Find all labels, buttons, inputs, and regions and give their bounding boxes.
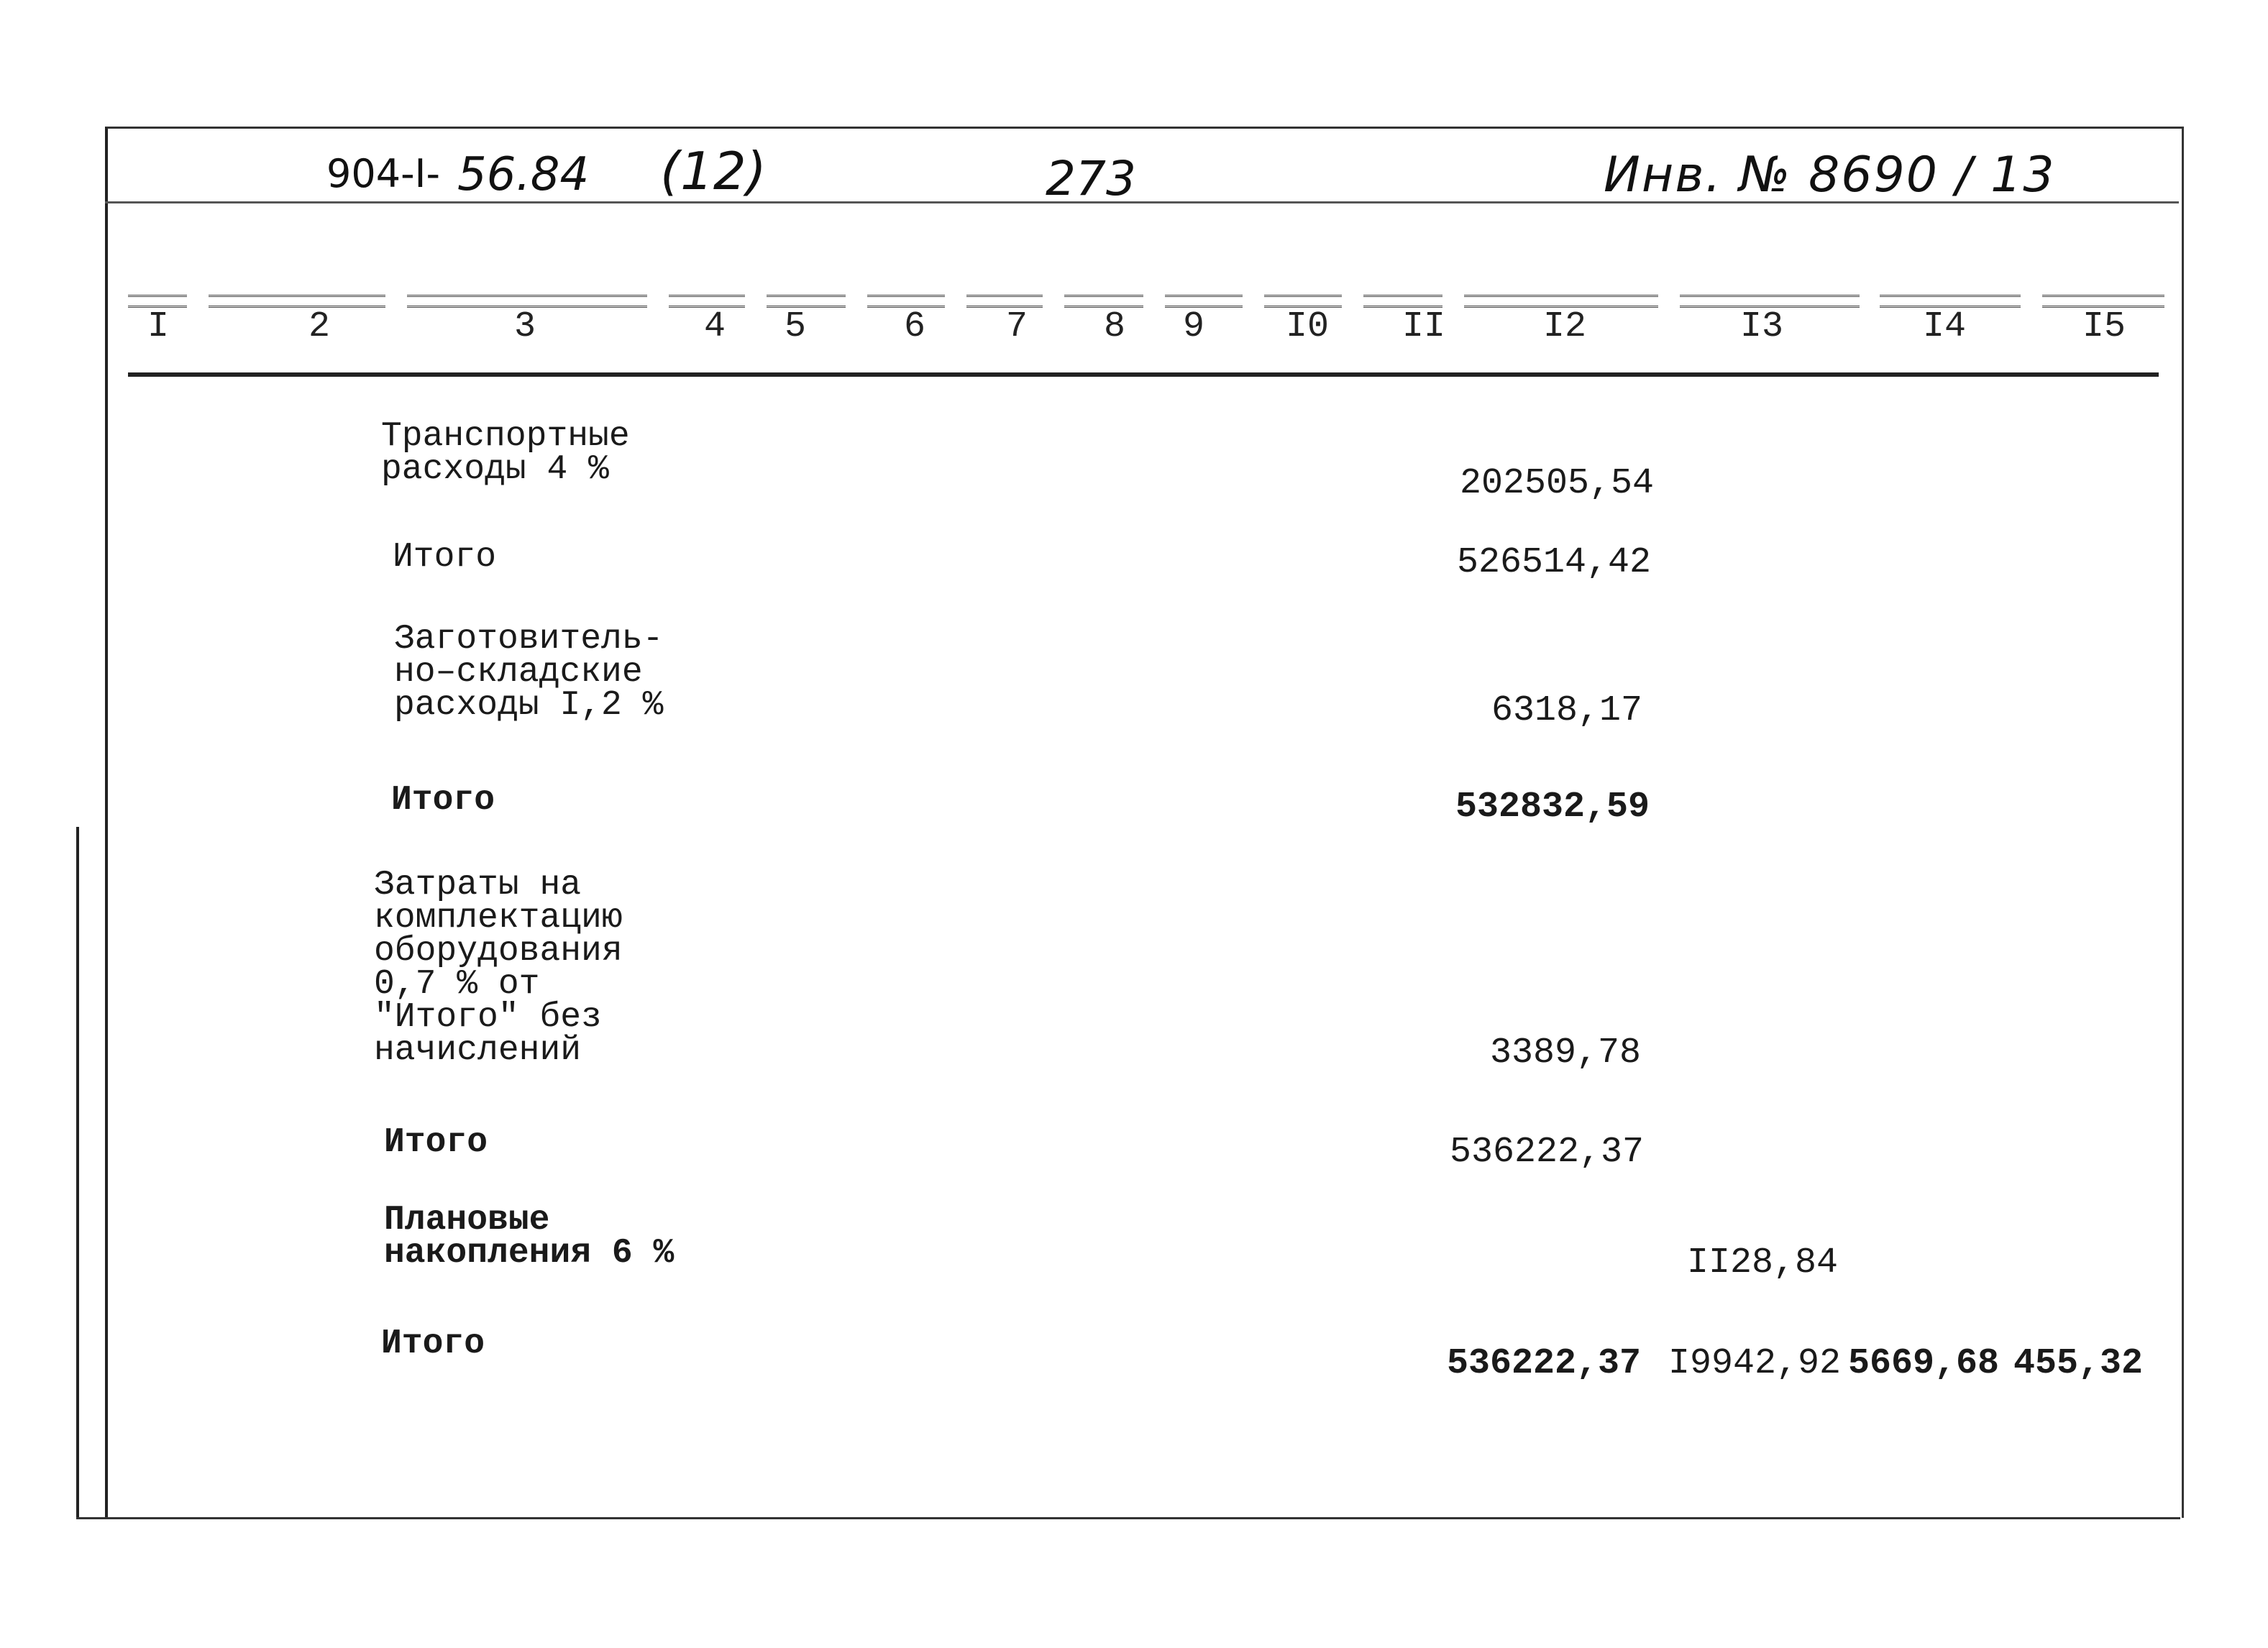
page-number: 273 [1046,151,1136,206]
row-value-col12: 526514,42 [1457,542,1652,583]
row-label: Итого [391,781,495,820]
inventory-number: Инв. № 8690 / 13 [1604,147,2056,203]
row-value-col15: 455,32 [2013,1343,2144,1384]
column-number: 5 [784,306,806,347]
doc-code: 904-I- [326,151,440,196]
column-number: I4 [1922,306,1966,347]
row-label: Итого [381,1324,485,1363]
column-number: I3 [1739,306,1783,347]
column-number: 2 [308,306,330,347]
column-number: 3 [513,306,536,347]
row-value-col12: 536222,37 [1447,1343,1642,1384]
header-bottom-rule [128,372,2159,377]
row-value-col12: 3389,78 [1490,1033,1642,1074]
column-number: I5 [2082,306,2126,347]
row-value-col12: 532832,59 [1455,787,1650,828]
row-label: Итого [384,1123,488,1162]
row-label: Транспортные расходы 4 % [381,417,630,489]
frame-bottom-edge [76,1517,2180,1519]
column-number: 8 [1103,306,1125,347]
sheet-number: (12) [660,141,767,201]
doc-code-handwritten: 56.84 [457,148,590,201]
column-number: 7 [1005,306,1028,347]
column-number: 4 [703,306,726,347]
row-label: Итого [393,538,497,577]
row-value-col13: I9942,92 [1668,1343,1842,1384]
row-label: Затраты на комплектацию оборудования 0,7 % от "Итого" без начислений [374,866,623,1070]
row-label: Заготовитель- но–складские расходы I,2 % [394,620,664,725]
row-value-col12: 6318,17 [1491,690,1643,731]
column-number: I0 [1285,306,1329,347]
column-number: II [1402,306,1445,347]
row-value-col12: 536222,37 [1450,1132,1645,1173]
column-number: I [147,306,169,347]
column-number: 9 [1182,306,1204,347]
row-value-col13: II28,84 [1687,1242,1839,1283]
column-number: I2 [1542,306,1586,347]
row-label: Плановые накопления 6 % [384,1201,675,1273]
frame-left-edge [76,827,79,1519]
column-number: 6 [903,306,925,347]
row-value-col12: 202505,54 [1460,463,1655,504]
row-value-col14: 5669,68 [1848,1343,2000,1384]
